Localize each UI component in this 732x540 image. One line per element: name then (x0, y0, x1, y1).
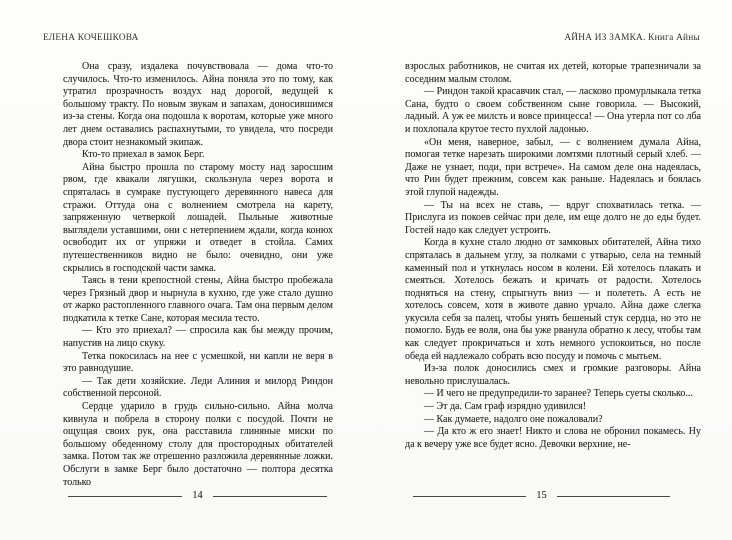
paragraph: — Да кто ж его знает! Никто и слова не обронил покамесь. Ну да к вечеру уже все будет ясно. Девочки верхние, не- (405, 426, 701, 450)
footer-rule (213, 496, 327, 498)
paragraph: — И чего не предупредили-то заранее? Теперь суеты сколько... (424, 388, 693, 400)
footer-rule (413, 496, 526, 498)
paragraph: — Риндон такой красавчик стал, — ласково промурлыкала тетка Сана, будто о своем собственном сыне говорила. — Высокий, ладный. А уж ее милсть и вовсе принцесса! — Она утерла пот со лба и похлопала крутое тесто пухлой ладонью. (405, 86, 701, 135)
page-body-right (405, 61, 701, 489)
paragraph: — Так дети хозяйские. Леди Алиния и милорд Риндон собственной персоной. (63, 375, 333, 400)
paragraph: взрослых работников, не считая их детей, которые трапезничали за соседним малым столом. (405, 61, 701, 85)
paragraph: Кто-то приехал в замок Берг. (82, 149, 205, 161)
paragraph: — Как думаете, надолго оне пожаловали? (424, 413, 603, 425)
paragraph: Тетка покосилась на нее с усмешкой, ни капли не веря в это равнодушие. (63, 350, 333, 375)
paragraph: — Кто это приехал? — спросила как бы между прочим, напустив на лицо скуку. (63, 325, 333, 350)
paragraph: Айна быстро прошла по старому мосту над заросшим рвом, где квакали лягушки, скользнула через ворота и спряталась в сумраке пустующего деревянного навеса для стражи. Оттуда она с волнением смотрела на карету, запряженную четверкой лошадей. Пыльные животные выглядели уставшими, они с нетерпением ждали, когда конюх освободит их от упряжи и отведет в стойла. Самих путешественников видно не было: очевидно, они уже скрылись в господской части замка. (63, 161, 333, 274)
running-header-author: ЕЛЕНА КОЧЕШКОВА (43, 33, 139, 43)
footer-rule (68, 496, 182, 498)
paragraph: — Ты на всех не ставь, — вдруг спохватилась тетка. — Прислуга из покоев сейчас при деле, им еще долго не до еды будет. Гостей надо как следует устроить. (405, 199, 701, 236)
paragraph: Когда в кухне стало людно от замковых обитателей, Айна тихо спряталась в дальнем углу, за полками с утварью, села на темный каменный пол и уткнулась носом в колени. Ей хотелось плакать и смеяться. Хотелось бежать и кричать от радости. Хотелось подняться на стену, спрыгнуть вниз — и полететь. А есть не хотелось совсем, хотя в животе давно урчало. Айна даже слегка укусила себя за палец, чтобы унять бешеный стук сердца, но это не помогло. Будь ее воля, она бы уже рванула обратно к лесу, чтобы там как следует прокричаться и хоть немного успокоиться, но после обеда ей надлежало собрать всю посуду и помочь с мытьем. (405, 237, 701, 362)
page-footer-left (68, 489, 327, 504)
page-footer-right (413, 489, 670, 504)
page-right (366, 0, 732, 540)
paragraph: — Эт да. Сам граф изрядно удивился! (424, 401, 587, 413)
page-number: 15 (536, 490, 547, 502)
footer-rule (557, 496, 670, 498)
paragraph: Таясь в тени крепостной стены, Айна быстро пробежала через Грязный двор и нырнула в кухню, где уже стало душно от жарко растопленного главного очага. Там она первым делом подкатила к тетке Сане, которая месила тесто. (63, 275, 333, 324)
page-number: 14 (192, 490, 203, 502)
paragraph: Она сразу, издалека почувствовала — дома что-то случилось. Что-то изменилось. Айна поняла это по тому, как утратил прозрачность воздух над дорогой, ведущей к большому тракту. По новым звукам и запахам, доносившимся из-за стены. Когда она подошла к воротам, которые уже много лет днем оставались распахнутыми, то увидела, что посреди двора стоит незнакомый экипаж. (63, 61, 333, 148)
running-header-title: АЙНА ИЗ ЗАМКА. Книга Айны (564, 33, 700, 43)
paragraph: Из-за полок доносились смех и громкие разговоры. Айна невольно прислушалась. (405, 363, 701, 387)
paragraph: «Он меня, наверное, забыл, — с волнением думала Айна, помогая тетке нарезать широкими ломтями плотный серый хлеб. — Даже не узнает, поди, при встрече». На самом деле она надеялась, что Рин будет прежним, совсем как раньше. Надеялась и боялась этой глупой надежды. (405, 136, 701, 198)
page-body-left (63, 61, 333, 489)
paragraph: Сердце ударило в грудь сильно-сильно. Айна молча кивнула и побрела в сторону полки с посудой. Почти не ощущая своих рук, она расставила глиняные миски по большому обеденному столу для простородных обитателей замка. Потом так же отрешенно разложила деревянные ложки. Обслуги в замке Берг было достаточно — полтора десятка только (63, 401, 333, 488)
